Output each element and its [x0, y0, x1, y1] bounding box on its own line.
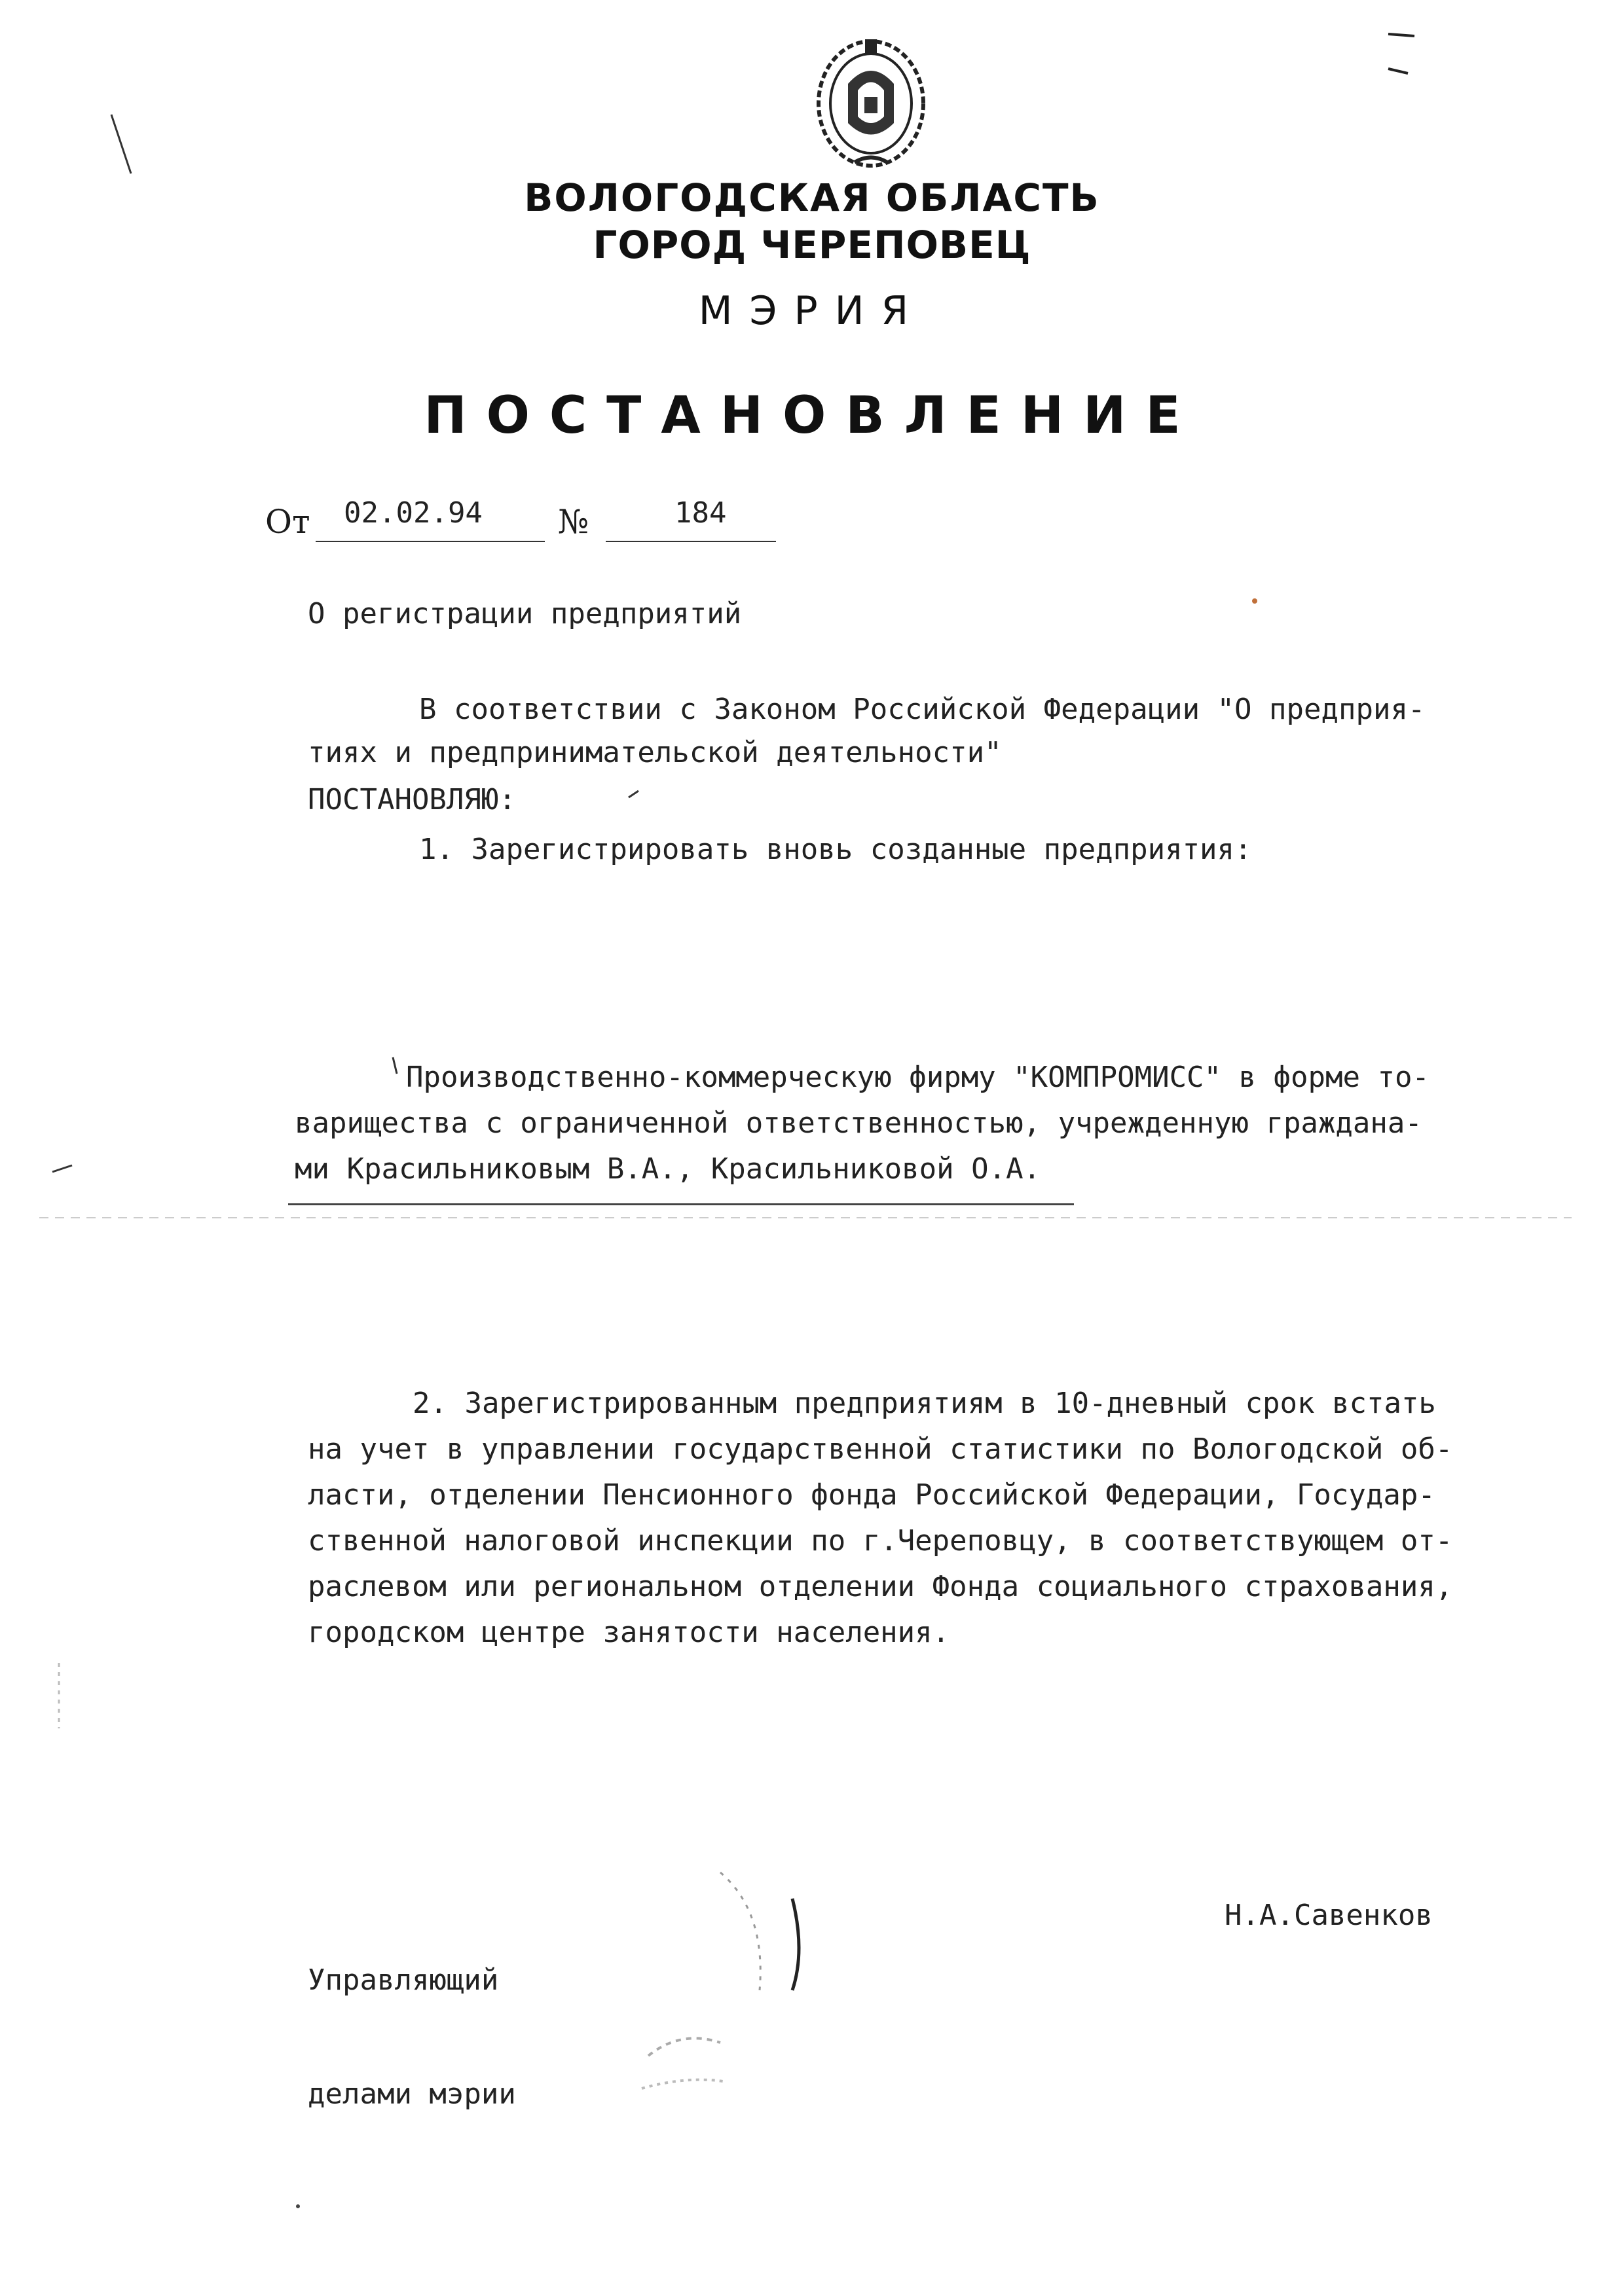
document-number: 184	[674, 496, 727, 530]
issuing-body: МЭРИЯ	[698, 288, 926, 334]
item-1: 1. Зарегистрировать вновь созданные предприятия:	[419, 833, 1252, 866]
date-underline	[316, 541, 545, 542]
signatory-name: Н.А.Савенков	[1225, 1899, 1433, 1932]
date-label: От	[265, 503, 310, 541]
item-2-line-4: ственной налоговой инспекции по г.Череповцу, в соответствующем от-	[308, 1524, 1453, 1558]
item-2-line-6: городском центре занятости населения.	[308, 1616, 950, 1649]
city-title: ГОРОД ЧЕРЕПОВЕЦ	[593, 223, 1031, 267]
document-date: 02.02.94	[344, 496, 483, 530]
region-title: ВОЛОГОДСКАЯ ОБЛАСТЬ	[524, 175, 1100, 220]
company-line-3: ми Красильниковым В.А., Красильниковой О.А.	[295, 1152, 1041, 1186]
preamble-line-2: тиях и предпринимательской деятельности"	[308, 736, 1002, 769]
item-2-line-3: ласти, отделении Пенсионного фонда Российской Федерации, Государ-	[308, 1478, 1435, 1512]
decree-word: ПОСТАНОВЛЯЮ:	[308, 783, 516, 816]
company-line-2: варищества с ограниченной ответственностью, учрежденную граждана-	[295, 1106, 1422, 1140]
signatory-position-line-1: Управляющий	[308, 1963, 499, 1997]
signatory-position-line-2: делами мэрии	[308, 2077, 516, 2111]
preamble-line-1: В соответствии с Законом Российской Федерации "О предприя-	[419, 693, 1426, 726]
item-2-line-1: 2. Зарегистрированным предприятиям в 10-дневный срок встать	[413, 1387, 1436, 1420]
item-2-line-5: раслевом или региональном отделении Фонда социального страхования,	[308, 1570, 1453, 1603]
company-underline	[288, 1203, 1074, 1205]
number-label: №	[558, 503, 589, 541]
item-2-line-2: на учет в управлении государственной статистики по Вологодской об-	[308, 1432, 1453, 1466]
number-underline	[606, 541, 776, 542]
document-type: ПОСТАНОВЛЕНИЕ	[424, 386, 1200, 445]
stamp-trace-icon	[629, 1859, 825, 2134]
document-subject: О регистрации предприятий	[308, 597, 742, 630]
coat-of-arms-icon	[809, 31, 933, 175]
signatory-position	[308, 1886, 516, 2151]
company-line-1: Производственно-коммерческую фирму "КОМПРОМИСС" в форме то-	[406, 1061, 1430, 1094]
